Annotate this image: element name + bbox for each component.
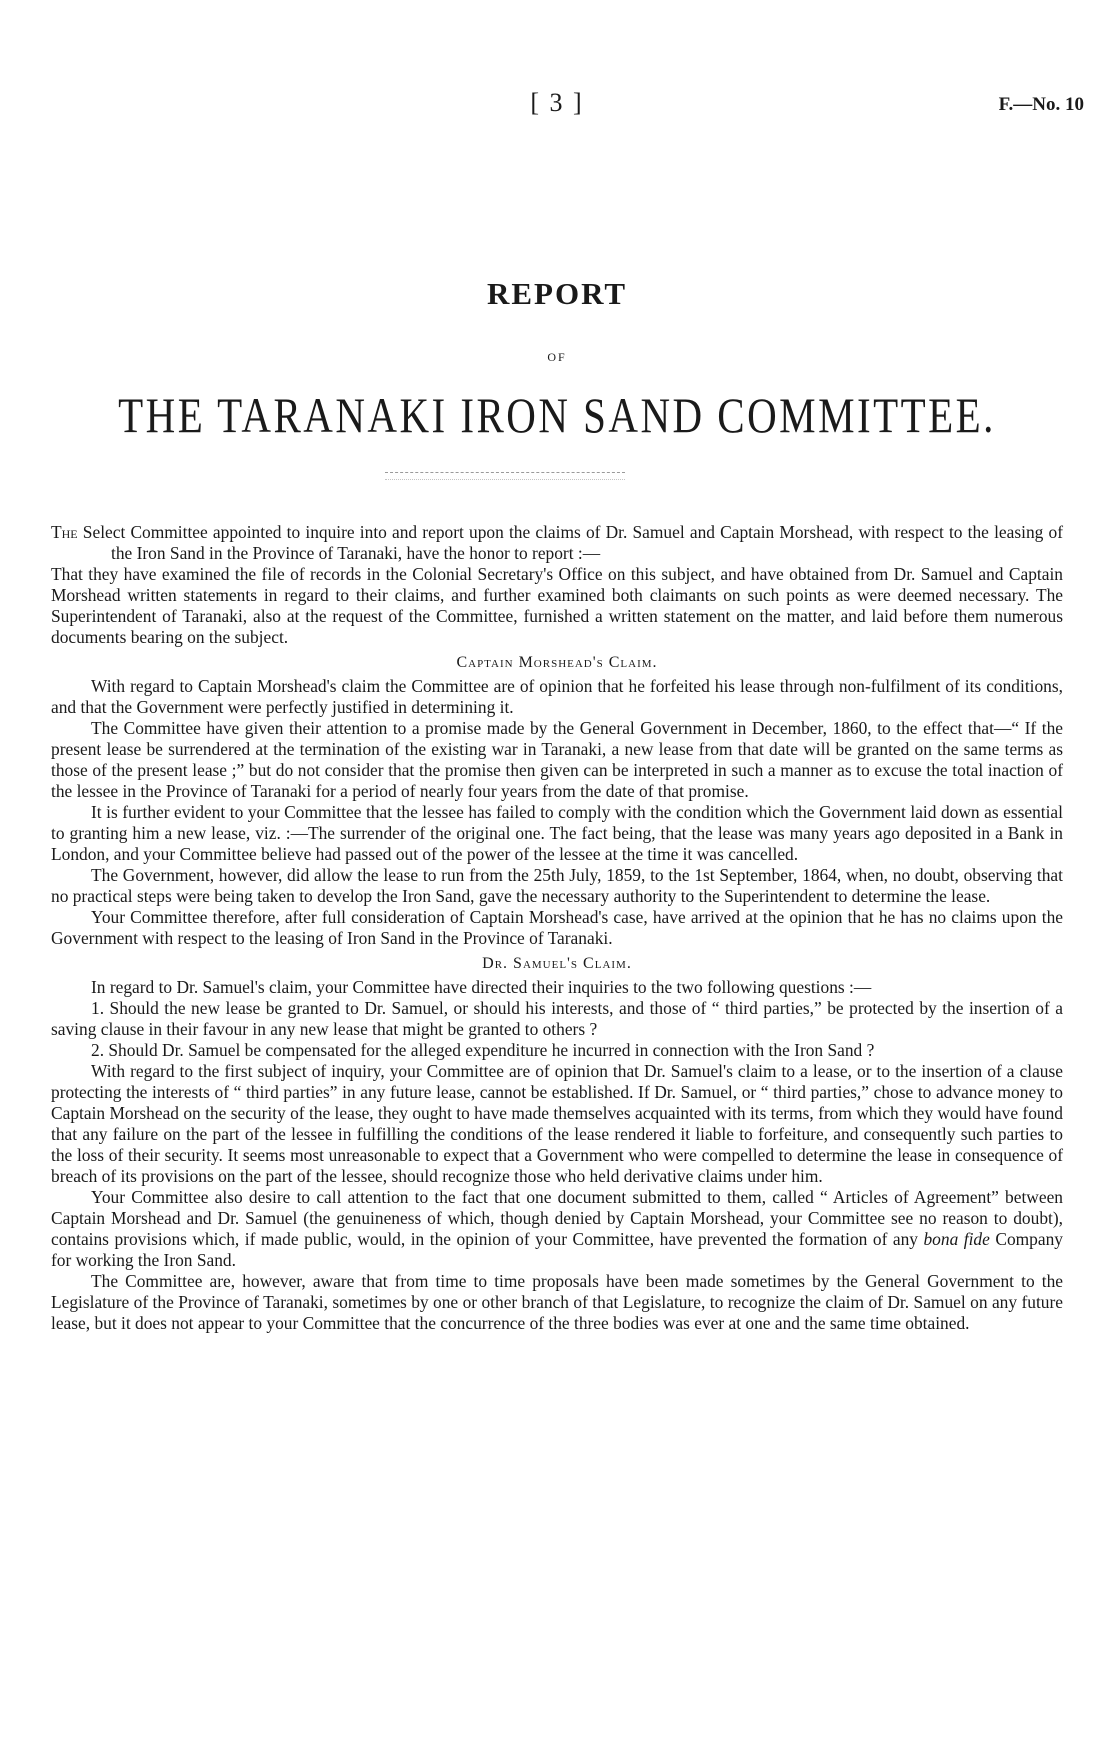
question-two: 2. Should Dr. Samuel be compensated for the alleged expenditure he incurred in connection with the Iron Sand ? [91,1040,875,1060]
committee-title: THE TARANAKI IRON SAND COMMITTEE. [118,387,996,443]
intro-paragraph [51,522,1063,564]
section-heading-samuel: Dr. Samuel's Claim. [482,955,632,972]
paragraph-promise: The Committee have given their attention to a promise made by the General Government in December, 1860, to the effect that—“ If the present lease be surrendered at the termination of the existing war in Taranaki, a new lease from that date will be granted on the same terms as those of the present lease ;” but do not consider that the promise then given can be interpreted in such a manner as to excuse the total inaction of the lessee in the Province of Taranaki for a period of nearly four years from the date of that promise. [51,718,1063,801]
document-reference: F.—No. 10 [998,94,1084,115]
paragraph-surrender: It is further evident to your Committee that the lessee has failed to comply with the condition which the Government laid down as essential to granting him a new lease, viz. :—The surrender of the original one. The fact being, that the lease was many years ago deposited in a Bank in London, and your Committee believe had passed out of the power of the lessee at the time it was cancelled. [51,802,1063,864]
paragraph-proposals: The Committee are, however, aware that from time to time proposals have been made sometimes by the General Government to the Legislature of the Province of Taranaki, sometimes by one or other branch of that Legislature, to recognize the claim of Dr. Samuel on any future lease, but it does not appear to your Committee that the concurrence of the three bodies was ever at one and the same time obtained. [51,1271,1063,1333]
intro-text: Select Committee appointed to inquire into and report upon the claims of Dr. Samuel and Captain Morshead, with respect to the leasing of the Iron Sand in the Province of Taranaki, have the honor to report :— [77,522,1063,563]
articles-italic: bona fide [923,1229,990,1249]
paragraph-lease-run: The Government, however, did allow the lease to run from the 25th July, 1859, to the 1st September, 1864, when, no doubt, observing that no practical steps were being taken to develop the Iron Sand, gave the necessary authority to the Superintendent to determine the lease. [51,865,1063,906]
report-body [51,522,1063,1334]
ornamental-divider [385,472,625,480]
section-heading-morshead: Captain Morshead's Claim. [456,654,658,671]
report-title: REPORT [486,276,628,311]
question-one: 1. Should the new lease be granted to Dr. Samuel, or should his interests, and those of “ third parties,” be protected by the insertion of a saving clause in their favour in any new lease that might be granted to others ? [51,998,1063,1039]
page-number: [ 3 ] [530,88,584,117]
articles-text-b: Company for working the Iron Sand. [51,1229,1063,1270]
paragraph-first-inquiry: With regard to the first subject of inquiry, your Committee are of opinion that Dr. Samuel's claim to a lease, or to the insertion of a clause protecting the interests of “ third parties” in any future lease, cannot be established. If Dr. Samuel, or “ third parties,” chose to advance money to Captain Morshead on the security of the lease, they ought to have made themselves acquainted with its terms, from which they would have found that any failure on the part of the lessee in fulfilling the conditions of the lease rendered it liable to forfeiture, and consequently such parties to the loss of their security. It seems most unreasonable to expect that a Government who were compelled to determine the lease in consequence of breach of its provisions on the part of the lessee, should recognize those who held derivative claims under him. [51,1061,1063,1186]
paragraph-articles-agreement [51,1187,1063,1271]
articles-text-a: Your Committee also desire to call attention to the fact that one document submitted to them, called “ Articles of Agreement” between Captain Morshead and Dr. Samuel (the genuineness of which, though denied by Captain Morshead, your Committee see no reason to doubt), contains provisions which, if made public, would, in the opinion of your Committee, have prevented the formation of any [51,1187,1063,1249]
intro-lead: The [51,522,78,542]
paragraph-morshead-forfeit: With regard to Captain Morshead's claim the Committee are of opinion that he forfeited his lease through non-fulfilment of its conditions, and that the Government were perfectly justified in determining it. [51,676,1063,717]
title-of: OF [547,350,567,364]
paragraph-morshead-conclusion: Your Committee therefore, after full consideration of Captain Morshead's case, have arrived at the opinion that he has no claims upon the Government with respect to the leasing of Iron Sand in the Province of Taranaki. [51,907,1063,948]
paragraph-samuel-intro: In regard to Dr. Samuel's claim, your Committee have directed their inquiries to the two following questions :— [91,977,872,997]
paragraph-records: That they have examined the file of records in the Colonial Secretary's Office on this subject, and have obtained from Dr. Samuel and Captain Morshead written statements in regard to their claims, and further examined both claimants on such points as were deemed necessary. The Superintendent of Taranaki, also at the request of the Committee, furnished a written statement on the matter, and laid before them numerous documents bearing on the subject. [51,564,1063,647]
